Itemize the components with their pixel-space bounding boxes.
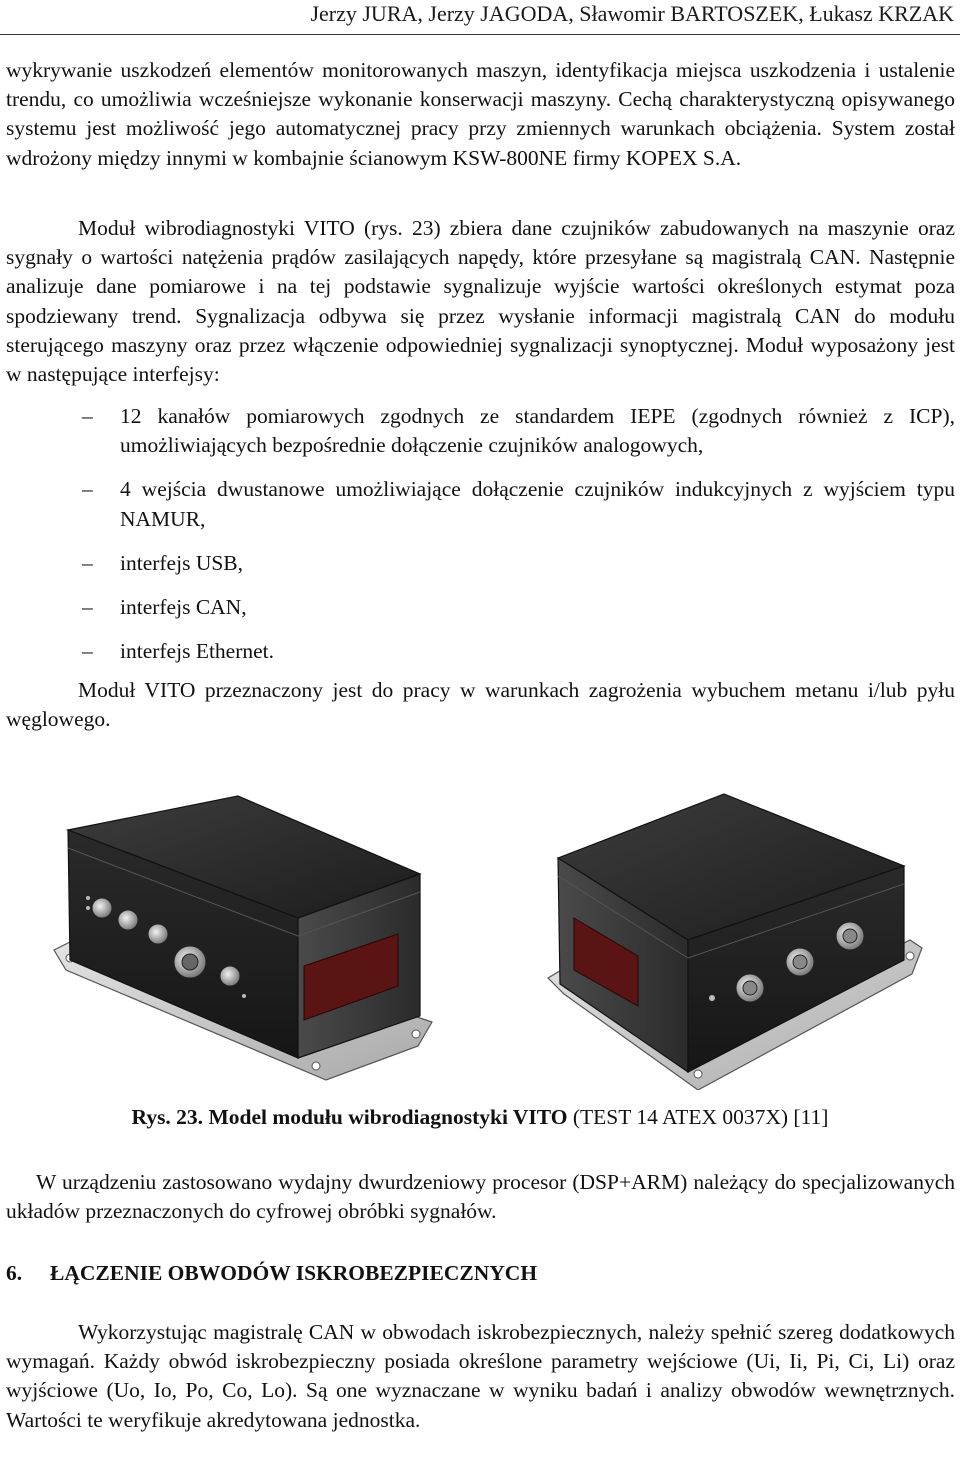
caption-label: Rys. 23. [131,1105,204,1129]
section-heading [6,1258,946,1288]
list-item-text: interfejs Ethernet. [120,639,275,664]
list-item-text: interfejs USB, [120,550,244,575]
paragraph-3: Moduł VITO przeznaczony jest do pracy w warunkach zagrożenia wybuchem metanu i/lub pyłu węglowego. [6,678,955,732]
section-number: 6. [6,1261,23,1285]
module-left-view [54,796,432,1080]
caption-rest: (TEST 14 ATEX 0037X) [11] [572,1105,829,1129]
paragraph-5: Wykorzystując magistralę CAN w obwodach iskrobezpiecznych, należy spełnić szereg dodatkowych wymagań. Każdy obwód iskrobezpieczny posiada określone parametry wejściowe (Ui, Ii, Pi, Ci, Li) oraz wyjściowe (Uo, Io, Po, Co, Lo). Są one wyznaczane w wyniku badań i analizy obwodów wewnętrznych. Wartości te weryfikuje akredytowana jednostka. [6,1320,955,1432]
paragraph-1: wykrywanie uszkodzeń elementów monitorowanych maszyn, identyfikacja miejsca uszkodzenia i ustalenie trendu, co umożliwia wcześniejsze wykonanie konserwacji maszyny. Cechą charakterystyczną opisywanego systemu jest możliwość jego automatycznej pracy przy zmiennych warunkach obciążenia. System został wdrożony między innymi w kombajnie ścianowym KSW-800NE firmy KOPEX S.A. [6,58,955,170]
list-item [0,402,960,460]
module-right-view [548,794,922,1090]
paragraph-2: Moduł wibrodiagnostyki VITO (rys. 23) zbiera dane czujników zabudowanych na maszynie oraz sygnały o wartości natężenia prądów zasilających napędy, które przesyłane są magistralą CAN. Następnie analizuje dane pomiarowe i na tej podstawie sygnalizuje wyjście wartości określonych estymat poza spodziewany trend. Sygnalizacja odbywa się przez wysłanie informacji magistralą CAN do modułu sterującego maszyny oraz przez włączenie odpowiedniej sygnalizacji synoptycznej. Moduł wyposażony jest w następujące interfejsy: [6,216,955,387]
header-rule [0,34,960,35]
running-header-authors: Jerzy JURA, Jerzy JAGODA, Sławomir BARTOSZEK, Łukasz KRZAK [310,1,954,26]
vito-module-figure [48,790,928,1090]
paragraph-4: W urządzeniu zastosowano wydajny dwurdzeniowy procesor (DSP+ARM) należący do specjalizowanych układów przeznaczonych do cyfrowej obróbki sygnałów. [6,1170,955,1224]
list-item-text: 12 kanałów pomiarowych zgodnych ze standardem IEPE (zgodnych również z ICP), umożliwiających bezpośrednie dołączenie czujników analogowych, [120,404,955,458]
list-item-text: 4 wejścia dwustanowe umożliwiające dołączenie czujników indukcyjnych z wyjściem typu NAMUR, [120,477,955,531]
section-title: ŁĄCZENIE OBWODÓW ISKROBEZPIECZNYCH [50,1261,538,1285]
dash-bullet: – [82,477,93,502]
dash-bullet: – [82,404,93,428]
dash-bullet: – [82,550,93,575]
list-item-text: interfejs CAN, [120,595,247,620]
figure-caption [0,1102,960,1132]
dash-bullet: – [82,639,93,664]
list-item [0,475,960,533]
dash-bullet: – [82,595,93,620]
caption-title: Model modułu wibrodiagnostyki VITO [208,1105,568,1129]
list-item [0,593,960,622]
list-item [0,637,960,666]
list-item [0,549,960,578]
interfaces-list [0,402,960,666]
